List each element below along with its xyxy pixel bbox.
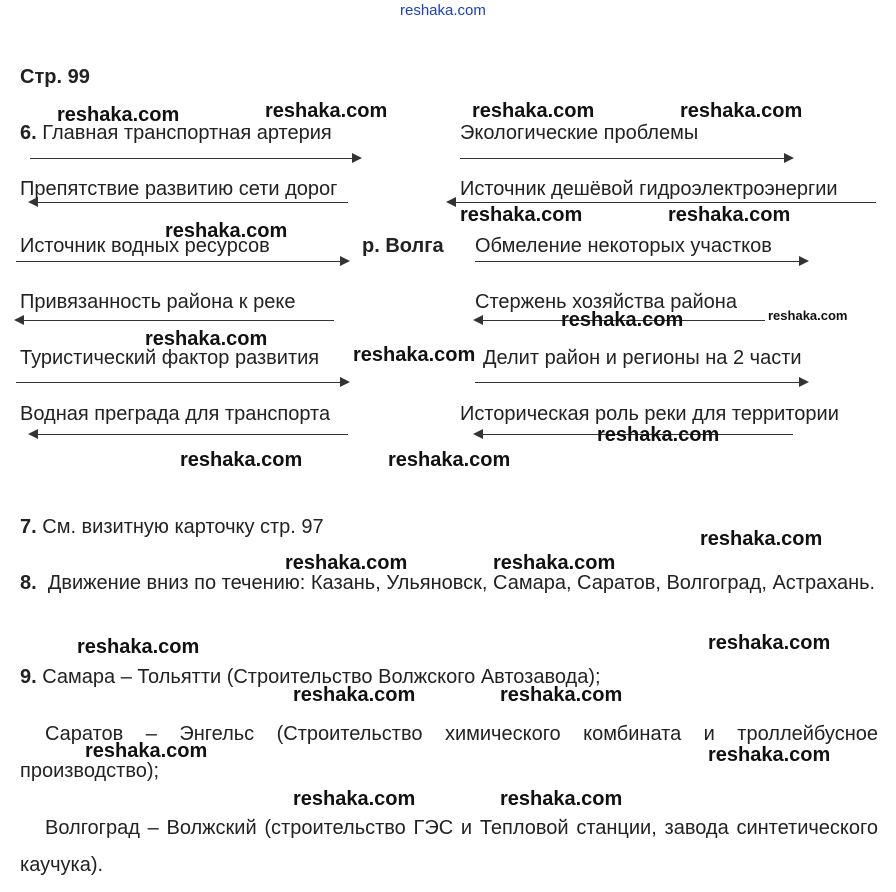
- watermark[interactable]: reshaka.com: [493, 552, 616, 574]
- arrow-right: [475, 261, 807, 262]
- watermark[interactable]: reshaka.com: [460, 204, 583, 226]
- task7-text: См. визитную карточку стр. 97: [42, 516, 324, 538]
- task8-number: 8.: [20, 572, 37, 594]
- watermark[interactable]: reshaka.com: [597, 424, 720, 446]
- watermark[interactable]: reshaka.com: [353, 344, 476, 366]
- task9-line1-text: Самара – Тольятти (Строительство Волжского Автозавода);: [42, 666, 601, 688]
- watermark[interactable]: reshaka.com: [708, 744, 831, 766]
- page-label: Стр. 99: [20, 66, 90, 88]
- watermark[interactable]: reshaka.com: [293, 684, 416, 706]
- task6-left-6: Водная преграда для транспорта: [20, 403, 331, 425]
- task6-right-1: Экологические проблемы: [460, 122, 699, 144]
- arrow-right: [460, 158, 792, 159]
- task8: [20, 565, 878, 602]
- arrow-left: [16, 320, 334, 321]
- watermark[interactable]: reshaka.com: [700, 528, 823, 550]
- task9-line3: Волгоград – Волжский (строительство ГЭС и Тепловой станции, завода синтетического каучука).: [20, 817, 878, 876]
- task9-line2: Саратов – Энгельс (Строительство химического комбината и троллейбусное производство);: [20, 723, 878, 782]
- watermark[interactable]: reshaka.com: [180, 449, 303, 471]
- task6-left-1-text: Главная транспортная артерия: [42, 122, 332, 144]
- watermark[interactable]: reshaka.com: [145, 328, 268, 350]
- task8-text: Движение вниз по течению: Казань, Ульяновск, Самара, Саратов, Волгоград, Астрахань.: [47, 572, 876, 594]
- watermark[interactable]: reshaka.com: [768, 308, 848, 323]
- arrow-left: [448, 202, 876, 203]
- watermark[interactable]: reshaka.com: [561, 309, 684, 331]
- task6-right-5: Делит район и регионы на 2 части: [483, 347, 802, 369]
- watermark-top[interactable]: reshaka.com: [400, 2, 486, 19]
- task6-left-4: Привязанность района к реке: [20, 291, 296, 313]
- watermark[interactable]: reshaka.com: [293, 788, 416, 810]
- watermark[interactable]: reshaka.com: [285, 552, 408, 574]
- task7-number: 7.: [20, 516, 37, 538]
- task6-right-3: Обмеление некоторых участков: [475, 235, 772, 257]
- arrow-right: [16, 261, 348, 262]
- watermark[interactable]: reshaka.com: [472, 100, 595, 122]
- task6-right-2: Источник дешёвой гидроэлектроэнергии: [460, 178, 838, 200]
- arrow-right: [475, 382, 807, 383]
- watermark[interactable]: reshaka.com: [388, 449, 511, 471]
- task6-number: 6.: [20, 122, 37, 144]
- watermark[interactable]: reshaka.com: [165, 220, 288, 242]
- watermark[interactable]: reshaka.com: [57, 104, 180, 126]
- watermark[interactable]: reshaka.com: [708, 632, 831, 654]
- volga-label: р. Волга: [362, 235, 444, 257]
- watermark[interactable]: reshaka.com: [668, 204, 791, 226]
- arrow-left: [30, 202, 348, 203]
- arrow-right: [16, 382, 348, 383]
- watermark[interactable]: reshaka.com: [680, 100, 803, 122]
- task6-right-4: Стержень хозяйства района: [475, 291, 737, 313]
- task6-left-2: Препятствие развитию сети дорог: [20, 178, 338, 200]
- task6-left-3: Источник водных ресурсов: [20, 235, 270, 257]
- watermark[interactable]: reshaka.com: [85, 740, 208, 762]
- task7: [20, 516, 324, 539]
- task9-number: 9.: [20, 666, 37, 688]
- watermark[interactable]: reshaka.com: [500, 788, 623, 810]
- task6-right-6: Историческая роль реки для территории: [460, 403, 839, 425]
- watermark[interactable]: reshaka.com: [500, 684, 623, 706]
- task6-left-5: Туристический фактор развития: [20, 347, 320, 369]
- watermark[interactable]: reshaka.com: [265, 100, 388, 122]
- arrow-left: [30, 434, 348, 435]
- watermark[interactable]: reshaka.com: [77, 636, 200, 658]
- arrow-right: [30, 158, 360, 159]
